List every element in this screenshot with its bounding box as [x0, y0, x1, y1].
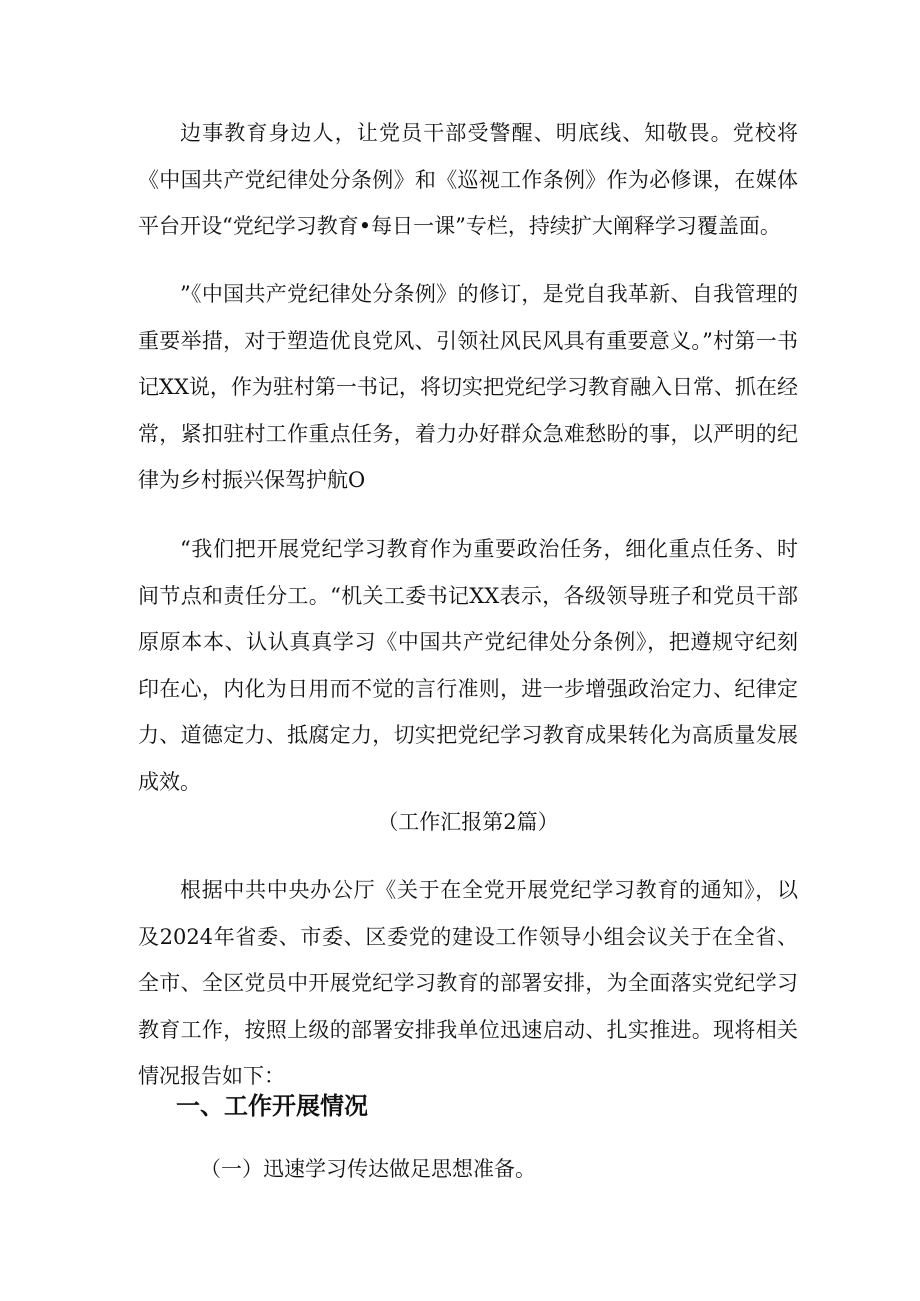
body-paragraph: ”《中国共产党纪律处分条例》的修订，是党自我革新、自我管理的重要举措，对于塑造优良党风、引领社风民风具有重要意义。”村第一书记XX说，作为驻村第一书记，将切实把党纪学习教育融入日常、抓在经常，紧扣驻村工作重点任务，着力办好群众急难愁盼的事，以严明的纪律为乡村振兴保驾护航O	[138, 282, 798, 492]
body-paragraph: 边事教育身边人，让党员干部受警醒、明底线、知敬畏。党校将《中国共产党纪律处分条例》和《巡视工作条例》作为必修课，在媒体平台开设“党纪学习教育•每日一课”专栏，持续扩大阐释学习覆盖面。	[138, 121, 798, 238]
body-paragraph: “我们把开展党纪学习教育作为重要政治任务，细化重点任务、时间节点和责任分工。“机关工委书记XX表示，各级领导班子和党员干部原原本本、认认真真学习《中国共产党纪律处分条例》，把遵规守纪刻印在心，内化为日用而不觉的言行准则，进一步增强政治定力、纪律定力、道德定力、抵腐定力，切实把党纪学习教育成果转化为高质量发展成效。	[138, 537, 798, 794]
subsection-heading: （一）迅速学习传达做足思想准备。	[200, 1157, 536, 1181]
section-heading: 一、工作开展情况	[176, 1092, 368, 1120]
intro-paragraph: 根据中共中央办公厅《关于在全党开展党纪学习教育的通知》，以及2024年省委、市委、区委党的建设工作领导小组会议关于在全省、全市、全区党员中开展党纪学习教育的部署安排，为全面落实党纪学习教育工作，按照上级的部署安排我单位迅速启动、扎实推进。现将相关情况报告如下：	[138, 878, 798, 1088]
section-title: （工作汇报第2篇）	[377, 810, 559, 834]
